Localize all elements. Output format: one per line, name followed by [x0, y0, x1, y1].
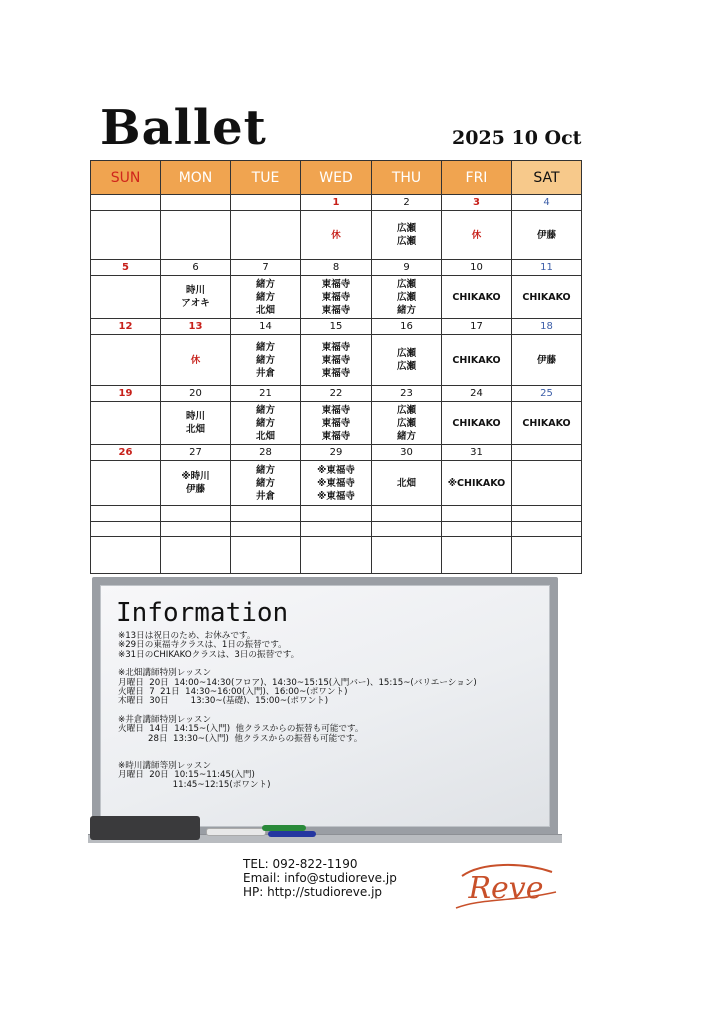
- date-cell: 25: [512, 386, 582, 402]
- info-title: Information: [116, 598, 289, 628]
- class-row: [91, 276, 582, 319]
- instructor-name: CHIKAKO: [452, 417, 501, 429]
- instructor-name: ※東福寺: [317, 477, 355, 489]
- instructor-name: 緒方: [255, 341, 275, 353]
- date-cell: 2: [372, 195, 442, 211]
- empty-cell: [301, 537, 372, 574]
- class-cell: [512, 402, 582, 445]
- class-cell: [442, 522, 512, 537]
- weekday-tue: TUE: [231, 161, 301, 195]
- class-cell: [442, 335, 512, 386]
- tel-line: TEL: 092-822-1190: [243, 857, 358, 871]
- class-cell: [231, 522, 301, 537]
- notice-line: ※31日のCHIKAKOクラスは、3日の振替です。: [118, 649, 300, 660]
- date-cell: 9: [372, 260, 442, 276]
- class-cell: [161, 211, 231, 260]
- weekday-sat: SAT: [512, 161, 582, 195]
- instructor-name: 緒方: [255, 354, 275, 366]
- instructor-name: 東福寺: [321, 417, 351, 429]
- class-cell: [91, 461, 161, 506]
- date-cell: [91, 195, 161, 211]
- instructor-name: 休: [190, 354, 201, 366]
- date-cell: 10: [442, 260, 512, 276]
- reve-logo: [452, 858, 560, 916]
- class-cell: [161, 461, 231, 506]
- instructor-name: CHIKAKO: [452, 354, 501, 366]
- instructor-name: CHIKAKO: [522, 417, 571, 429]
- class-cell: [161, 522, 231, 537]
- class-cell: [372, 402, 442, 445]
- instructor-name: 広瀬: [396, 348, 416, 359]
- tokikawa-heading: ※時川講師等別レッスン: [118, 761, 212, 772]
- instructor-name: 休: [331, 229, 341, 241]
- instructor-name: 井倉: [255, 490, 275, 502]
- class-cell: [231, 461, 301, 506]
- class-cell: [442, 211, 512, 260]
- kitabata-line: 火曜日 7 21日 14:30~16:00(入門)、16:00~(ポワント): [118, 687, 348, 698]
- schedule-calendar: [90, 160, 582, 574]
- instructor-name: 東福寺: [321, 430, 351, 442]
- empty-row: [91, 537, 582, 574]
- class-row: [91, 335, 582, 386]
- instructor-name: 広瀬: [396, 291, 416, 303]
- class-cell: [512, 276, 582, 319]
- empty-cell: [372, 537, 442, 574]
- instructor-name: 広瀬: [396, 223, 416, 234]
- page-title: Ballet: [100, 100, 267, 156]
- instructor-name: 緒方: [255, 417, 275, 429]
- instructor-name: 広瀬: [396, 278, 416, 290]
- instructor-name: 休: [471, 229, 482, 241]
- instructor-name: 北畑: [185, 424, 205, 435]
- date-cell: [161, 506, 231, 522]
- date-row: [91, 260, 582, 276]
- class-cell: [231, 402, 301, 445]
- class-cell: [301, 211, 372, 260]
- marker-icon: [268, 831, 316, 837]
- instructor-name: 井倉: [255, 367, 275, 379]
- date-cell: 16: [372, 319, 442, 335]
- eraser-icon: [90, 816, 200, 840]
- class-cell: [512, 211, 582, 260]
- kitabata-line: 木曜日 30日 13:30~(基礎)、15:00~(ポワント): [118, 696, 329, 707]
- ikura-heading: ※井倉講師特別レッスン: [118, 714, 212, 725]
- class-cell: [231, 211, 301, 260]
- instructor-name: 広瀬: [396, 236, 416, 247]
- weekday-sun: SUN: [91, 161, 161, 195]
- date-cell: 13: [161, 319, 231, 335]
- tokikawa-line: 11:45~12:15(ポワント): [118, 779, 271, 790]
- date-cell: 1: [301, 195, 372, 211]
- date-cell: 3: [442, 195, 512, 211]
- weekday-mon: MON: [161, 161, 231, 195]
- instructor-name: 広瀬: [396, 417, 416, 429]
- class-cell: [161, 335, 231, 386]
- class-row: [91, 402, 582, 445]
- instructor-name: 緒方: [255, 278, 275, 290]
- empty-cell: [442, 537, 512, 574]
- instructor-name: CHIKAKO: [452, 291, 501, 303]
- date-cell: 20: [161, 386, 231, 402]
- class-cell: [91, 276, 161, 319]
- weekday-fri: FRI: [442, 161, 512, 195]
- date-cell: 11: [512, 260, 582, 276]
- date-cell: 27: [161, 445, 231, 461]
- instructor-name: ※時川: [181, 471, 210, 482]
- date-row: [91, 445, 582, 461]
- date-cell: 21: [231, 386, 301, 402]
- class-cell: [372, 522, 442, 537]
- weekday-wed: WED: [301, 161, 372, 195]
- class-cell: [91, 211, 161, 260]
- class-cell: [91, 522, 161, 537]
- ikura-line: 28日 13:30~(入門) 他クラスからの振替も可能です。: [118, 733, 363, 744]
- instructor-name: 広瀬: [396, 404, 416, 416]
- instructor-name: 緒方: [396, 430, 416, 442]
- instructor-name: 時川: [185, 411, 205, 422]
- class-cell: [231, 276, 301, 319]
- empty-cell: [161, 537, 231, 574]
- date-cell: [231, 195, 301, 211]
- ikura-line: 火曜日 14日 14:15~(入門) 他クラスからの振替も可能です。: [118, 724, 364, 735]
- homepage-link[interactable]: HP: http://studioreve.jp: [243, 885, 383, 899]
- instructor-name: 伊藤: [185, 484, 205, 495]
- date-cell: 4: [512, 195, 582, 211]
- date-cell: 28: [231, 445, 301, 461]
- instructor-name: 緒方: [255, 404, 275, 416]
- instructor-name: 緒方: [255, 477, 275, 489]
- date-cell: [231, 506, 301, 522]
- date-row: [91, 506, 582, 522]
- date-row: [91, 386, 582, 402]
- email-line[interactable]: Email: info@studioreve.jp: [243, 871, 397, 885]
- instructor-name: 緒方: [396, 304, 416, 316]
- marker-icon: [206, 828, 266, 836]
- class-row: [91, 461, 582, 506]
- class-cell: [91, 402, 161, 445]
- date-cell: 31: [442, 445, 512, 461]
- instructor-name: CHIKAKO: [522, 291, 571, 303]
- date-cell: [301, 506, 372, 522]
- date-cell: 30: [372, 445, 442, 461]
- kitabata-heading: ※北畑講師特別レッスン: [118, 668, 212, 679]
- class-row: [91, 522, 582, 537]
- date-cell: 15: [301, 319, 372, 335]
- notice-line: ※29日の東福寺クラスは、1日の振替です。: [118, 640, 287, 651]
- class-cell: [161, 276, 231, 319]
- date-row: [91, 319, 582, 335]
- instructor-name: 緒方: [255, 464, 275, 476]
- class-cell: [161, 402, 231, 445]
- class-cell: [91, 335, 161, 386]
- date-cell: 23: [372, 386, 442, 402]
- class-row: [91, 211, 582, 260]
- date-cell: 6: [161, 260, 231, 276]
- instructor-name: 伊藤: [536, 229, 556, 241]
- class-cell: [231, 335, 301, 386]
- empty-cell: [91, 537, 161, 574]
- instructor-name: 東福寺: [321, 404, 351, 416]
- class-cell: [512, 335, 582, 386]
- class-cell: [512, 522, 582, 537]
- class-cell: [301, 402, 372, 445]
- instructor-name: 時川: [185, 285, 205, 296]
- date-row: [91, 195, 582, 211]
- empty-cell: [231, 537, 301, 574]
- date-cell: 17: [442, 319, 512, 335]
- class-cell: [301, 276, 372, 319]
- instructor-name: ※CHIKAKO: [447, 477, 506, 489]
- instructor-name: 東福寺: [321, 291, 351, 303]
- instructor-name: 東福寺: [321, 367, 351, 379]
- instructor-name: 伊藤: [536, 354, 556, 366]
- instructor-name: アオキ: [181, 298, 210, 309]
- instructor-name: 北畑: [255, 430, 275, 442]
- instructor-name: 広瀬: [396, 361, 416, 372]
- date-cell: [512, 506, 582, 522]
- date-cell: [372, 506, 442, 522]
- instructor-name: ※東福寺: [317, 490, 355, 502]
- class-cell: [512, 461, 582, 506]
- date-cell: 8: [301, 260, 372, 276]
- date-cell: 19: [91, 386, 161, 402]
- instructor-name: 東福寺: [321, 354, 351, 366]
- notice-line: ※13日は祝日のため、お休みです。: [118, 631, 256, 641]
- date-cell: [91, 506, 161, 522]
- class-cell: [372, 276, 442, 319]
- info-body: [118, 632, 538, 790]
- class-cell: [301, 522, 372, 537]
- date-cell: 18: [512, 319, 582, 335]
- date-cell: 22: [301, 386, 372, 402]
- class-cell: [442, 276, 512, 319]
- date-cell: 5: [91, 260, 161, 276]
- contact-info: [243, 857, 397, 899]
- date-cell: 24: [442, 386, 512, 402]
- instructor-name: 東福寺: [321, 304, 351, 316]
- weekday-thu: THU: [372, 161, 442, 195]
- class-cell: [372, 211, 442, 260]
- instructor-name: 緒方: [255, 291, 275, 303]
- tokikawa-line: 月曜日 20日 10:15~11:45(入門): [118, 770, 255, 781]
- class-cell: [301, 461, 372, 506]
- instructor-name: 北畑: [396, 477, 416, 489]
- kitabata-line: 月曜日 20日 14:00~14:30(フロア)、14:30~15:15(入門バー)、15:15~(バリエーション): [118, 677, 477, 688]
- date-cell: 26: [91, 445, 161, 461]
- date-cell: 29: [301, 445, 372, 461]
- class-cell: [442, 402, 512, 445]
- instructor-name: ※東福寺: [317, 464, 355, 476]
- class-cell: [442, 461, 512, 506]
- class-cell: [301, 335, 372, 386]
- date-cell: [161, 195, 231, 211]
- date-cell: [512, 445, 582, 461]
- date-cell: 7: [231, 260, 301, 276]
- class-cell: [372, 461, 442, 506]
- date-cell: 12: [91, 319, 161, 335]
- month-label: 2025 10 Oct: [452, 127, 582, 149]
- instructor-name: 東福寺: [321, 341, 351, 353]
- empty-cell: [512, 537, 582, 574]
- weekday-header-row: [91, 161, 582, 195]
- logo-text: Reve: [468, 871, 544, 906]
- date-cell: 14: [231, 319, 301, 335]
- class-cell: [372, 335, 442, 386]
- date-cell: [442, 506, 512, 522]
- instructor-name: 東福寺: [321, 278, 351, 290]
- instructor-name: 北畑: [255, 304, 275, 316]
